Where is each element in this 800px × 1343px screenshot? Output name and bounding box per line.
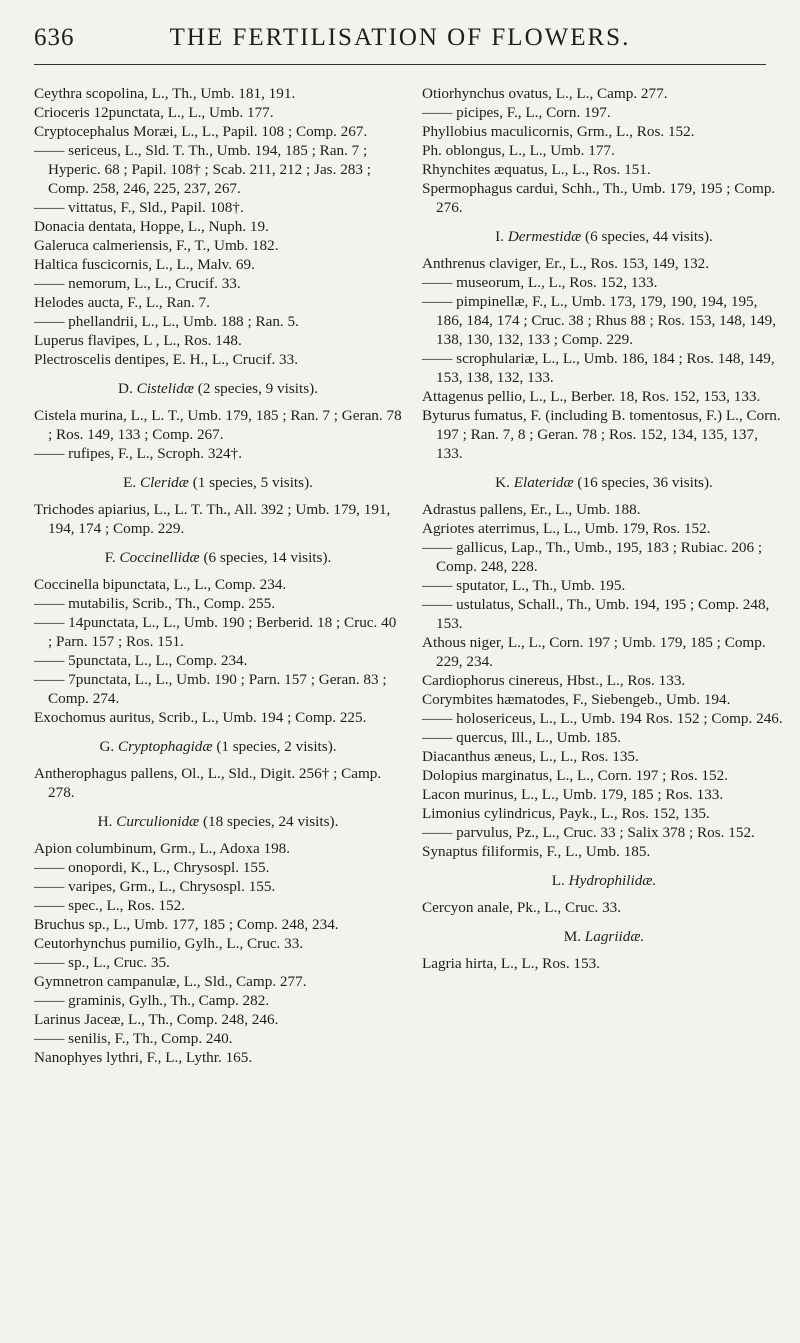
species-entry: Rhynchites æquatus, L., L., Ros. 151. — [422, 161, 651, 178]
species-entry: Synaptus filiformis, F., L., Umb. 185. — [422, 843, 651, 860]
species-entry: —— nemorum, L., L., Crucif. 33. — [34, 275, 241, 292]
species-entry: —— 5punctata, L., L., Comp. 234. — [34, 652, 248, 669]
section-heading — [34, 379, 402, 398]
species-entry: Anthrenus claviger, Er., L., Ros. 153, 149, 132. — [422, 255, 710, 272]
section-count: (6 species, 44 visits). — [585, 228, 713, 245]
section-heading — [422, 871, 786, 890]
section-family: Curculionidæ — [116, 813, 200, 830]
species-entry: —— vittatus, F., Sld., Papil. 108†. — [34, 199, 244, 216]
section-letter: F. — [104, 549, 116, 566]
species-entry: —— 14punctata, L., L., Umb. 190 ; Berberid. 18 ; Cruc. 40 ; Parn. 157 ; Ros. 151. — [34, 614, 397, 650]
species-entry: Dolopius marginatus, L., L., Corn. 197 ; Ros. 152. — [422, 767, 728, 784]
section-letter: G. — [99, 738, 115, 755]
species-entry: —— onopordi, K., L., Chrysospl. 155. — [34, 859, 270, 876]
species-entry: Ceythra scopolina, L., Th., Umb. 181, 191. — [34, 85, 296, 102]
section-letter: D. — [118, 380, 133, 397]
species-entry: —— varipes, Grm., L., Chrysospl. 155. — [34, 878, 276, 895]
species-entry: Luperus flavipes, L , L., Ros. 148. — [34, 332, 242, 349]
section-family: Cleridæ — [139, 474, 189, 491]
species-entry: Phyllobius maculicornis, Grm., L., Ros. 152. — [422, 123, 695, 140]
species-entry: —— parvulus, Pz., L., Cruc. 33 ; Salix 378 ; Ros. 152. — [422, 824, 755, 841]
species-entry: Cistela murina, L., L. T., Umb. 179, 185 ; Ran. 7 ; Geran. 78 ; Ros. 149, 133 ; Comp. 267. — [34, 407, 402, 443]
species-entry: —— sp., L., Cruc. 35. — [34, 954, 170, 971]
species-entry: —— mutabilis, Scrib., Th., Comp. 255. — [34, 595, 276, 612]
species-entry: —— scrophulariæ, L., L., Umb. 186, 184 ; Ros. 148, 149, 153, 138, 132, 133. — [422, 350, 775, 386]
species-entry: —— ustulatus, Schall., Th., Umb. 194, 195 ; Comp. 248, 153. — [422, 596, 770, 632]
species-entry: Athous niger, L., L., Corn. 197 ; Umb. 179, 185 ; Comp. 229, 234. — [422, 634, 766, 670]
species-entry: —— senilis, F., Th., Comp. 240. — [34, 1030, 233, 1047]
species-entry: Attagenus pellio, L., L., Berber. 18, Ros. 152, 153, 133. — [422, 388, 761, 405]
species-entry: —— holosericeus, L., L., Umb. 194 Ros. 152 ; Comp. 246. — [422, 710, 783, 727]
section-letter: L. — [551, 872, 565, 889]
species-entry: —— sericeus, L., Sld. T. Th., Umb. 194, 185 ; Ran. 7 ; Hyperic. 68 ; Papil. 108† ; Scab. 211, 212 ; Jas. 283 ; Comp. 258, 246, 225, 237, 267. — [34, 142, 371, 197]
running-header — [34, 24, 766, 65]
species-entry: Exochomus auritus, Scrib., L., Umb. 194 ; Comp. 225. — [34, 709, 367, 726]
species-entry: Donacia dentata, Hoppe, L., Nuph. 19. — [34, 218, 269, 235]
section-count: (2 species, 9 visits). — [197, 380, 318, 397]
section-family: Dermestidæ — [507, 228, 582, 245]
section-family: Lagriidæ. — [584, 928, 645, 945]
section-family: Coccinellidæ — [119, 549, 200, 566]
species-entry: Ceutorhynchus pumilio, Gylh., L., Cruc. 33. — [34, 935, 304, 952]
species-entry: Gymnetron campanulæ, L., Sld., Camp. 277. — [34, 973, 307, 990]
species-entry: Lagria hirta, L., L., Ros. 153. — [422, 955, 600, 972]
species-entry: —— phellandrii, L., L., Umb. 188 ; Ran. 5. — [34, 313, 299, 330]
section-letter: I. — [495, 228, 505, 245]
section-letter: E. — [123, 474, 137, 491]
species-entry: —— gallicus, Lap., Th., Umb., 195, 183 ; Rubiac. 206 ; Comp. 248, 228. — [422, 539, 763, 575]
species-entry: Antherophagus pallens, Ol., L., Sld., Digit. 256† ; Camp. 278. — [34, 765, 382, 801]
section-family: Hydrophilidæ. — [568, 872, 657, 889]
right-column — [422, 84, 786, 973]
species-entry: Coccinella bipunctata, L., L., Comp. 234. — [34, 576, 287, 593]
species-entry: Apion columbinum, Grm., L., Adoxa 198. — [34, 840, 291, 857]
species-entry: Ph. oblongus, L., L., Umb. 177. — [422, 142, 615, 159]
species-entry: Otiorhynchus ovatus, L., L., Camp. 277. — [422, 85, 668, 102]
species-entry: Diacanthus æneus, L., L., Ros. 135. — [422, 748, 639, 765]
section-count: (18 species, 24 visits). — [202, 813, 339, 830]
species-entry: Corymbites hæmatodes, F., Siebengeb., Umb. 194. — [422, 691, 731, 708]
species-entry: Lacon murinus, L., L., Umb. 179, 185 ; Ros. 133. — [422, 786, 724, 803]
species-entry: Adrastus pallens, Er., L., Umb. 188. — [422, 501, 641, 518]
species-entry: Cercyon anale, Pk., L., Cruc. 33. — [422, 899, 622, 916]
species-entry: —— pimpinellæ, F., L., Umb. 173, 179, 190, 194, 195, 186, 184, 174 ; Cruc. 38 ; Rhus 88 ; Ros. 153, 148, 149, 138, 130, 132, 133 ; Comp. 229. — [422, 293, 777, 348]
species-entry: Bruchus sp., L., Umb. 177, 185 ; Comp. 248, 234. — [34, 916, 339, 933]
species-entry: Galeruca calmeriensis, F., T., Umb. 182. — [34, 237, 279, 254]
species-entry: —— sputator, L., Th., Umb. 195. — [422, 577, 626, 594]
page-title: THE FERTILISATION OF FLOWERS. — [169, 24, 631, 51]
left-column — [34, 84, 402, 1067]
section-heading — [422, 227, 786, 246]
species-entry: —— graminis, Gylh., Th., Camp. 282. — [34, 992, 270, 1009]
species-entry: —— rufipes, F., L., Scroph. 324†. — [34, 445, 243, 462]
species-entry: Larinus Jaceæ, L., Th., Comp. 248, 246. — [34, 1011, 279, 1028]
species-entry: Nanophyes lythri, F., L., Lythr. 165. — [34, 1049, 253, 1066]
section-count: (6 species, 14 visits). — [203, 549, 332, 566]
species-entry: Byturus fumatus, F. (including B. tomentosus, F.) L., Corn. 197 ; Ran. 7, 8 ; Geran. 78 ; Ros. 152, 134, 135, 137, 133. — [422, 407, 781, 462]
section-family: Cistelidæ — [136, 380, 194, 397]
species-entry: Agriotes aterrimus, L., L., Umb. 179, Ros. 152. — [422, 520, 711, 537]
species-entry: —— quercus, Ill., L., Umb. 185. — [422, 729, 622, 746]
species-entry: Haltica fuscicornis, L., L., Malv. 69. — [34, 256, 255, 273]
section-letter: K. — [495, 474, 510, 491]
species-entry: Limonius cylindricus, Payk., L., Ros. 152, 135. — [422, 805, 710, 822]
section-family: Cryptophagidæ — [118, 738, 213, 755]
species-entry: Plectroscelis dentipes, E. H., L., Crucif. 33. — [34, 351, 299, 368]
species-entry: Trichodes apiarius, L., L. T. Th., All. 392 ; Umb. 179, 191, 194, 174 ; Comp. 229. — [34, 501, 391, 537]
section-family: Elateridæ — [513, 474, 574, 491]
section-letter: M. — [563, 928, 581, 945]
section-heading — [34, 737, 402, 756]
species-entry: Cryptocephalus Moræi, L., L., Papil. 108 ; Comp. 267. — [34, 123, 368, 140]
species-entry: Spermophagus cardui, Schh., Th., Umb. 179, 195 ; Comp. 276. — [422, 180, 776, 216]
species-entry: —— spec., L., Ros. 152. — [34, 897, 186, 914]
page-number: 636 — [34, 24, 75, 51]
species-entry: Crioceris 12punctata, L., L., Umb. 177. — [34, 104, 274, 121]
section-heading — [422, 473, 786, 492]
section-heading — [34, 812, 402, 831]
section-heading — [34, 473, 402, 492]
species-entry: Cardiophorus cinereus, Hbst., L., Ros. 133. — [422, 672, 686, 689]
section-letter: H. — [97, 813, 113, 830]
section-count: (16 species, 36 visits). — [577, 474, 713, 491]
section-heading — [422, 927, 786, 946]
species-entry: —— picipes, F., L., Corn. 197. — [422, 104, 611, 121]
section-count: (1 species, 2 visits). — [216, 738, 337, 755]
section-heading — [34, 548, 402, 567]
section-count: (1 species, 5 visits). — [192, 474, 313, 491]
species-entry: Helodes aucta, F., L., Ran. 7. — [34, 294, 210, 311]
species-entry: —— 7punctata, L., L., Umb. 190 ; Parn. 157 ; Geran. 83 ; Comp. 274. — [34, 671, 387, 707]
species-entry: —— museorum, L., L., Ros. 152, 133. — [422, 274, 658, 291]
